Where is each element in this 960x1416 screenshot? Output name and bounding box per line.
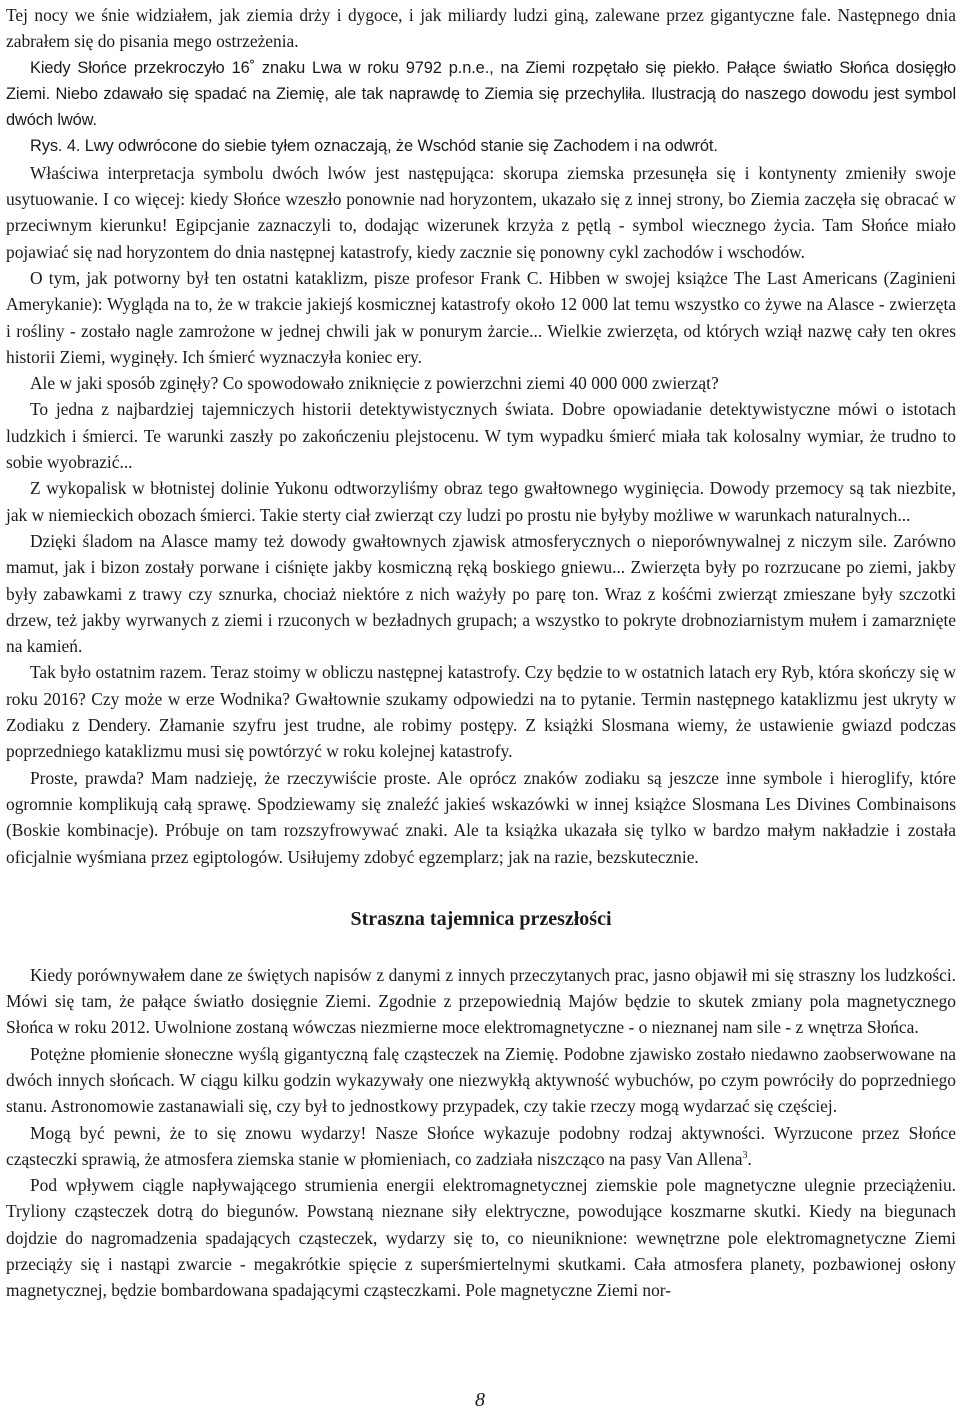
footnote-marker: 3 <box>742 1150 748 1162</box>
page-number: 8 <box>475 1389 485 1411</box>
paragraph-dream: Tej nocy we śnie widziałem, jak ziemia drży i dygoce, i jak miliardy ludzi giną, zalewane przez gigantyczne fale. Następnego dnia zabrałem się do pisania mego ostrzeżenia. <box>6 5 956 52</box>
paragraph-question: Ale w jaki sposób zginęły? Co spowodowało zniknięcie z powierzchni ziemi 40 000 000 zwierząt? <box>30 373 719 394</box>
paragraph-alaska: Dzięki śladom na Alasce mamy też dowody gwałtownych zjawisk atmosferycznych o nieporównywalnej z niczym sile. Zarówno mamut, jak i bizon zostały porwane i ciśnięte jakby kosmiczną ręką boskiego gniewu... Zwierzęta były po rozrzucane po ziemi, jakby były zabawkami z trawy czy sznurka, chociaż niektóre z nich ważyły po parę ton. Wraz z kośćmi zwierząt zmieszane były szczotki drzew, też jakby wyrwanych z ziemi i rzuconych w bezładnych grupach; a wszystko to pokryte drobnoziarnistym mułem i zamarznięte na kamień. <box>6 530 956 657</box>
paragraph-last-time: Tak było ostatnim razem. Teraz stoimy w obliczu następnej katastrofy. Czy będzie to w ostatnich latach ery Ryb, która skończy się w roku 2016? Czy może w erze Wodnika? Gwałtownie szukamy odpowiedzi na to pytanie. Termin następnego kataklizmu jest ukryty w Zodiaku z Dendery. Złamanie szyfru jest trudne, ale robimy postępy. Z książki Slosmana wiemy, że ustawienie gwiazd podczas poprzedniego kataklizmu musi się powtórzyć w roku kolejnej katastrofy. <box>6 662 956 762</box>
figure-caption: Rys. 4. Lwy odwrócone do siebie tyłem oznaczają, że Wschód stanie się Zachodem i na odwrót. <box>30 137 718 156</box>
paragraph-yukon: Z wykopalisk w błotnistej dolinie Yukonu odtworzyliśmy obraz tego gwałtownego wyginięcia. Dowody przemocy są tak niezbite, jak w niemieckich obozach śmierci. Takie sterty ciał zwierząt czy ludzi po prostu nie byłyby możliwe w warunkach naturalnych... <box>6 478 956 525</box>
paragraph-van-allen-text: Mogą być pewni, że to się znowu wydarzy! Nasze Słońce wykazuje podobny rodzaj aktywności. Wyrzucone przez Słońce cząsteczki sprawią, że atmosfera ziemska stanie w płomieniach, co zadziała niszcząco na pasy Van Allena <box>6 1122 956 1169</box>
paragraph-mystery: To jedna z najbardziej tajemniczych historii detektywistycznych świata. Dobre opowiadanie detektywistyczne mówi o istotach ludzkich i śmierci. Te warunki zaszły po zakończeniu plejstocenu. W tym wypadku śmierć miała tak kolosalny wymiar, że trudno to sobie wyobrazić... <box>6 399 956 473</box>
paragraph-flares: Potężne płomienie słoneczne wyślą gigantyczną falę cząsteczek na Ziemię. Podobne zjawisko zostało niedawno zaobserwowane na dwóch innych słońcach. W ciągu kilku godzin wykazywały one niezwykłą aktywność wybuchów, po czym powróciły do poprzedniego stanu. Astronomowie zastanawiali się, czy był to jednostkowy przypadek, czy takie rzeczy mogą wydarzać się częściej. <box>6 1043 956 1117</box>
paragraph-van-allen-end: . <box>747 1148 752 1169</box>
paragraph-van-allen <box>6 1120 956 1173</box>
section-heading: Straszna tajemnica przeszłości <box>350 907 612 930</box>
paragraph-fate: Kiedy porównywałem dane ze świętych napisów z danymi z innych przeczytanych prac, jasno objawił mi się straszny los ludzkości. Mówi się tam, że pałące światło dosięgnie Ziemi. Zgodnie z przepowiednią Majów będzie to skutek zmiany pola magnetycznego Słońca w roku 2012. Uwolnione zostaną wówczas niezmierne moce elektromagnetyczne - o nieznanej nam sile - z wnętrza Słońca. <box>6 964 956 1038</box>
paragraph-hibben: O tym, jak potworny był ten ostatni kataklizm, pisze profesor Frank C. Hibben w swojej książce The Last Americans (Zaginieni Amerykanie): Wygląda na to, że w trakcie jakiejś kosmicznej katastrofy około 12 000 lat temu wszystko co żywe na Alasce - zwierzęta i rośliny - zostało nagle zamrożone w jednej chwili jak w ponurym żarcie... Wielkie zwierzęta, od których wziął nazwę cały ten okres historii Ziemi, wyginęły. Ich śmierć wyznaczyła koniec ery. <box>6 267 956 367</box>
paragraph-sun-leo: Kiedy Słońce przekroczyło 16˚ znaku Lwa w roku 9792 p.n.e., na Ziemi rozpętało się piekło. Pałące światło Słońca dosięgło Ziemi. Niebo zdawało się spadać na Ziemię, ale tak naprawdę to Ziemia się przechyliła. Ilustracją do naszego dowodu jest symbol dwóch lwów. <box>6 58 956 130</box>
paragraph-overload: Pod wpływem ciągle napływającego strumienia energii elektromagnetycznej ziemskie pole magnetyczne ulegnie przeciążeniu. Tryliony cząsteczek dotrą do biegunów. Powstaną nieznane siły elektryczne, powodujące koszmarne skutki. Kiedy na biegunach dojdzie do nagromadzenia spadających cząsteczek, wydarzy się to, co nieuniknione: wewnętrzne pole elektromagnetyczne Ziemi przeciąży się i nastąpi zwarcie - megakrótkie spięcie z superśmiertelnymi skutkami. Cała atmosfera planety, pozbawionej osłony magnetycznej, będzie bombardowana spadającymi cząsteczkami. Pole magnetyczne Ziemi nor- <box>6 1175 956 1301</box>
paragraph-two-lions: Właściwa interpretacja symbolu dwóch lwów jest następująca: skorupa ziemska przesunęła się i kontynenty zmieniły swoje usytuowanie. I co więcej: kiedy Słońce wzeszło ponownie nad horyzontem, ukazało się z innej strony, bo Ziemia zaczęła się obracać w przeciwnym kierunku! Egipcjanie zaznaczyli to, dodając wizerunek krzyża z pętlą - symbol wiecznego życia. Tam Słońce miało pojawiać się nad horyzontem do dnia następnej katastrofy, kiedy zacznie się ponowny cykl zachodów i wschodów. <box>6 162 956 262</box>
paragraph-simple: Proste, prawda? Mam nadzieję, że rzeczywiście proste. Ale oprócz znaków zodiaku są jeszcze inne symbole i hieroglify, które ogromnie komplikują całą sprawę. Spodziewamy się znaleźć jakieś wskazówki w innej książce Slosmana Les Divines Combinaisons (Boskie kombinacje). Próbuje on tam rozszyfrowywać znaki. Ale ta książka ukazała się tylko w bardzo małym nakładzie i została oficjalnie wyśmiana przez egiptologów. Usiłujemy zdobyć egzemplarz; jak na razie, bezskutecznie. <box>6 767 956 867</box>
